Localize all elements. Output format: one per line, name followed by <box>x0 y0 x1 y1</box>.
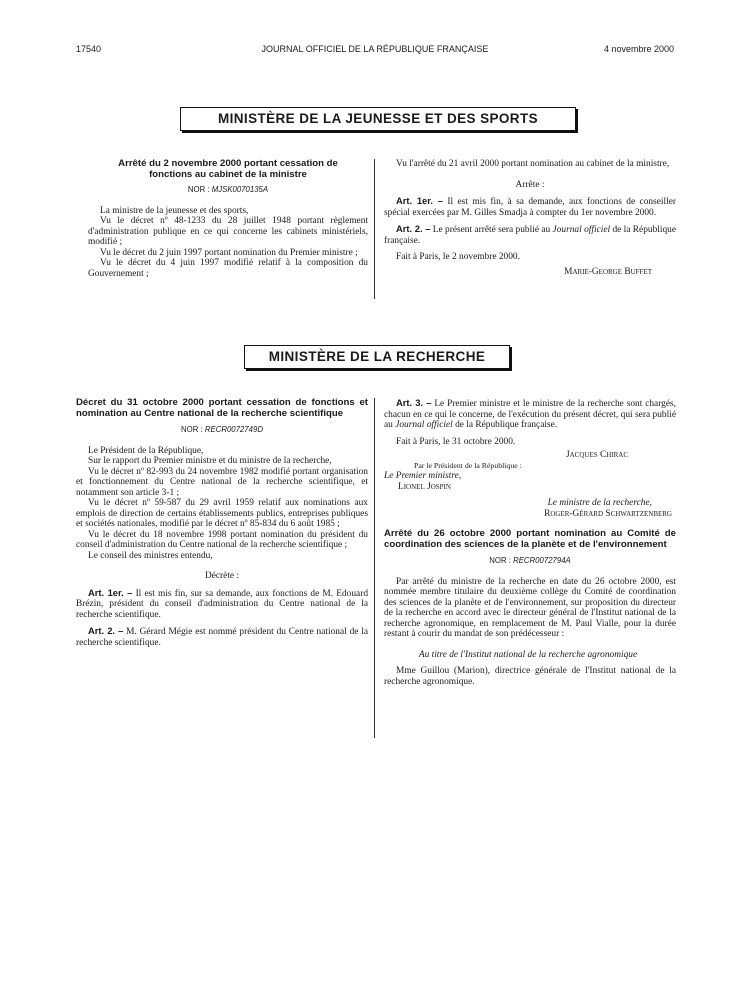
ministry-heading-recherche <box>244 345 510 369</box>
arrete-label: Arrête : <box>515 179 545 190</box>
decret-title: Décret du 31 octobre 2000 portant cessation de fonctions et nomination au Centre national de la recherche scientifique <box>76 397 368 419</box>
issue-date: 4 novembre 2000 <box>603 44 674 54</box>
preamble-line: Vu le décret du 2 juin 1997 portant nomination du Premier ministre ; <box>100 247 358 258</box>
section-heading: Au titre de l'Institut national de la recherche agronomique <box>418 649 638 660</box>
signature: Marie-George Buffet <box>564 266 652 277</box>
journal-title: JOURNAL OFFICIEL DE LA RÉPUBLIQUE FRANÇAISE <box>261 44 489 54</box>
premier-ministre-title: Le Premier ministre, <box>384 471 462 481</box>
column-divider <box>374 159 375 299</box>
arrete-jeunesse-left-column <box>88 159 368 279</box>
ministry-name: MINISTÈRE DE LA JEUNESSE ET DES SPORTS <box>217 111 538 126</box>
preamble-line: Vu le décret nº 82-993 du 24 novembre 1982 modifié portant organisation et fonctionnement du Centre national de la recherche scientifique, et notamment son article 3-1 ; <box>76 466 368 498</box>
nor-reference: NOR : MJSK0070135A <box>187 185 269 194</box>
par-le-president: Par le Président de la République : <box>414 460 522 470</box>
page-number: 17540 <box>76 44 102 54</box>
nor-reference: NOR : RECR0072749D <box>181 425 263 434</box>
signature-president: Jacques Chirac <box>565 450 628 460</box>
decrete-label: Décrète : <box>204 571 240 581</box>
preamble-line: Vu l'arrêté du 21 avril 2000 portant nomination au cabinet de la ministre, <box>396 159 670 169</box>
done-at: Fait à Paris, le 31 octobre 2000. <box>396 436 516 447</box>
ministry-heading-jeunesse-sports <box>180 107 576 131</box>
preamble-line: Le Président de la République, <box>88 445 204 456</box>
ministry-name: MINISTÈRE DE LA RECHERCHE <box>268 349 486 364</box>
article-3: Art. 3. – Le Premier ministre et le ministre de la recherche sont chargés, chacun en ce qui le concerne, de l'exécution du présent décret, qui sera publié au Journal officiel de la République française. <box>384 397 677 430</box>
premier-ministre-name: Lionel Jospin <box>398 481 451 492</box>
preamble-line: Vu le décret du 4 juin 1997 modifié relatif à la composition du Gouvernement ; <box>88 258 368 279</box>
column-divider <box>374 398 375 738</box>
preamble-line: Sur le rapport du Premier ministre et du ministre de la recherche, <box>88 456 332 466</box>
article-2: Art. 2. – M. Gérard Mégie est nommé président du Centre national de la recherche scientifique. <box>76 625 368 648</box>
done-at: Fait à Paris, le 2 novembre 2000. <box>396 252 520 262</box>
arrete-title: Arrêté du 2 novembre 2000 portant cessation de fonctions au cabinet de la ministre <box>118 158 338 180</box>
article-1: Art. 1er. – Il est mis fin, à sa demande, aux fonctions de conseiller spécial exercées par M. Gilles Smadja à compter du 1er novembre 2000. <box>384 195 677 218</box>
arrete-jeunesse-right-column <box>384 159 676 277</box>
preamble-line: Le conseil des ministres entendu, <box>88 550 213 561</box>
preamble-line: La ministre de la jeunesse et des sports, <box>100 205 249 216</box>
nor-reference: NOR : RECR0072794A <box>489 556 571 565</box>
member-entry: Mme Guillou (Marion), directrice générale de l'Institut national de la recherche agronomique. <box>384 666 676 687</box>
preamble-line: Vu le décret nº 48-1233 du 28 juillet 1948 portant règlement d'administration publique en ce qui concerne les cabinets ministériels, modifié ; <box>88 216 368 247</box>
decret-cnrs-continued-column <box>384 398 676 687</box>
article-1: Art. 1er. – Il est mis fin, sur sa demande, aux fonctions de M. Edouard Brézin, président du conseil d'administration du Centre national de la recherche scientifique. <box>76 586 369 620</box>
page-header <box>76 44 674 56</box>
ministre-recherche-title: Le ministre de la recherche, <box>547 498 652 508</box>
preamble-line: Vu le décret nº 59-587 du 29 avril 1959 relatif aux nominations aux emplois de direction de certains établissements publics, entreprises publiques et sociétés nationales, modifié par le décret nº 85-834 du 6 août 1985 ; <box>76 498 368 529</box>
arrete-comite-title: Arrêté du 26 octobre 2000 portant nomination au Comité de coordination des sciences de la planète et de l'environnement <box>384 528 676 550</box>
decret-cnrs-column <box>76 398 368 648</box>
article-2: Art. 2. – Le présent arrêté sera publié au Journal officiel de la République française. <box>384 223 677 246</box>
ministre-recherche-name: Roger-Gérard Schwartzenberg <box>544 508 672 519</box>
preamble-line: Vu le décret du 18 novembre 1998 portant nomination du président du conseil d'administration du Centre national de la recherche scientifique ; <box>76 529 368 550</box>
arrete-body: Par arrêté du ministre de la recherche en date du 26 octobre 2000, est nommée membre titulaire du deuxième collège du Comité de coordination des sciences de la planète et de l'environnement, sur proposition du directeur de la recherche en accord avec le directeur général de l'Institut national de la recherche agronomique, en remplacement de M. Paul Vialle, pour la durée restant à courir du mandat de son prédécesseur : <box>384 576 676 639</box>
